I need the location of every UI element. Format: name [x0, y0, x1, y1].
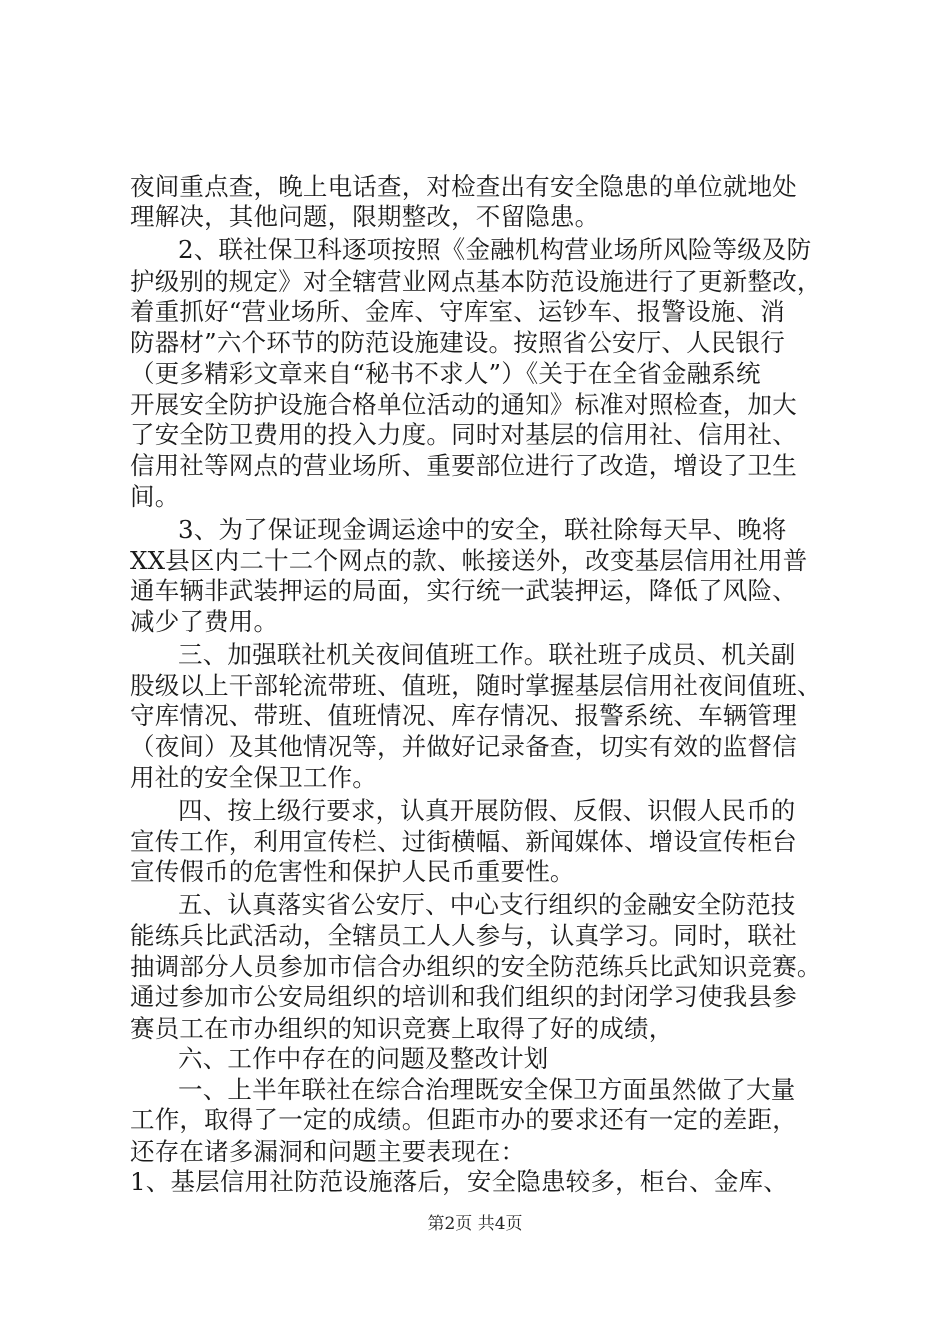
text-line: 能练兵比武活动，全辖员工人人参与，认真学习。同时，联社 — [130, 921, 797, 950]
text-line: 1、基层信用社防范设施落后，安全隐患较多，柜台、金库、 — [130, 1167, 788, 1196]
text-line: 开展安全防护设施合格单位活动的通知》标准对照检查，加大 — [130, 390, 797, 419]
text-line: 还存在诸多漏洞和问题主要表现在： — [130, 1137, 526, 1166]
text-line: 宣传工作，利用宣传栏、过街横幅、新闻媒体、增设宣传柜台 — [130, 827, 797, 856]
text-line: 守库情况、带班、值班情况、库存情况、报警系统、车辆管理 — [130, 701, 797, 730]
text-line: XX县区内二十二个网点的款、帐接送外，改变基层信用社用普 — [130, 546, 808, 575]
text-line: 着重抓好“营业场所、金库、守库室、运钞车、报警设施、消 — [130, 297, 785, 326]
text-line: （更多精彩文章来自“秘书不求人”）《关于在全省金融系统 — [130, 359, 761, 388]
text-line: 2、联社保卫科逐项按照《金融机构营业场所风险等级及防 — [178, 235, 812, 264]
text-line: 了安全防卫费用的投入力度。同时对基层的信用社、信用社、 — [130, 420, 797, 449]
text-line: 3、为了保证现金调运途中的安全，联社除每天早、晚将 — [178, 515, 787, 544]
text-line: 防器材”六个环节的防范设施建设。按照省公安厅、人民银行 — [130, 328, 785, 357]
text-line: 夜间重点查，晚上电话查，对检查出有安全隐患的单位就地处 — [130, 172, 797, 201]
text-line: 三、加强联社机关夜间值班工作。联社班子成员、机关副 — [178, 640, 796, 669]
text-line: 五、认真落实省公安厅、中心支行组织的金融安全防范技 — [178, 890, 796, 919]
page-number-footer: 第2页 共4页 — [427, 1214, 523, 1234]
text-line: 抽调部分人员参加市信合办组织的安全防范练兵比武知识竞赛。 — [130, 952, 822, 981]
text-line: 通过参加市公安局组织的培训和我们组织的封闭学习使我县参 — [130, 982, 797, 1011]
text-line: 减少了费用。 — [130, 607, 279, 636]
text-line: 用社的安全保卫工作。 — [130, 763, 377, 792]
text-line: 理解决，其他问题，限期整改，不留隐患。 — [130, 202, 600, 231]
text-line: 信用社等网点的营业场所、重要部位进行了改造，增设了卫生 — [130, 451, 797, 480]
text-line: 四、按上级行要求，认真开展防假、反假、识假人民币的 — [178, 796, 796, 825]
text-line: 通车辆非武装押运的局面，实行统一武装押运，降低了风险、 — [130, 576, 797, 605]
text-line: （夜间）及其他情况等，并做好记录备查，切实有效的监督信 — [130, 732, 797, 761]
text-line: 间。 — [130, 482, 180, 511]
text-line: 护级别的规定》对全辖营业网点基本防范设施进行了更新整改， — [130, 267, 822, 296]
text-line: 赛员工在市办组织的知识竞赛上取得了好的成绩， — [130, 1014, 674, 1043]
text-line: 宣传假币的危害性和保护人民币重要性。 — [130, 857, 575, 886]
text-line: 一、上半年联社在综合治理既安全保卫方面虽然做了大量 — [178, 1075, 796, 1104]
text-line: 六、工作中存在的问题及整改计划 — [178, 1044, 549, 1073]
text-line: 工作，取得了一定的成绩。但距市办的要求还有一定的差距， — [130, 1105, 797, 1134]
text-line: 股级以上干部轮流带班、值班，随时掌握基层信用社夜间值班、 — [130, 671, 822, 700]
